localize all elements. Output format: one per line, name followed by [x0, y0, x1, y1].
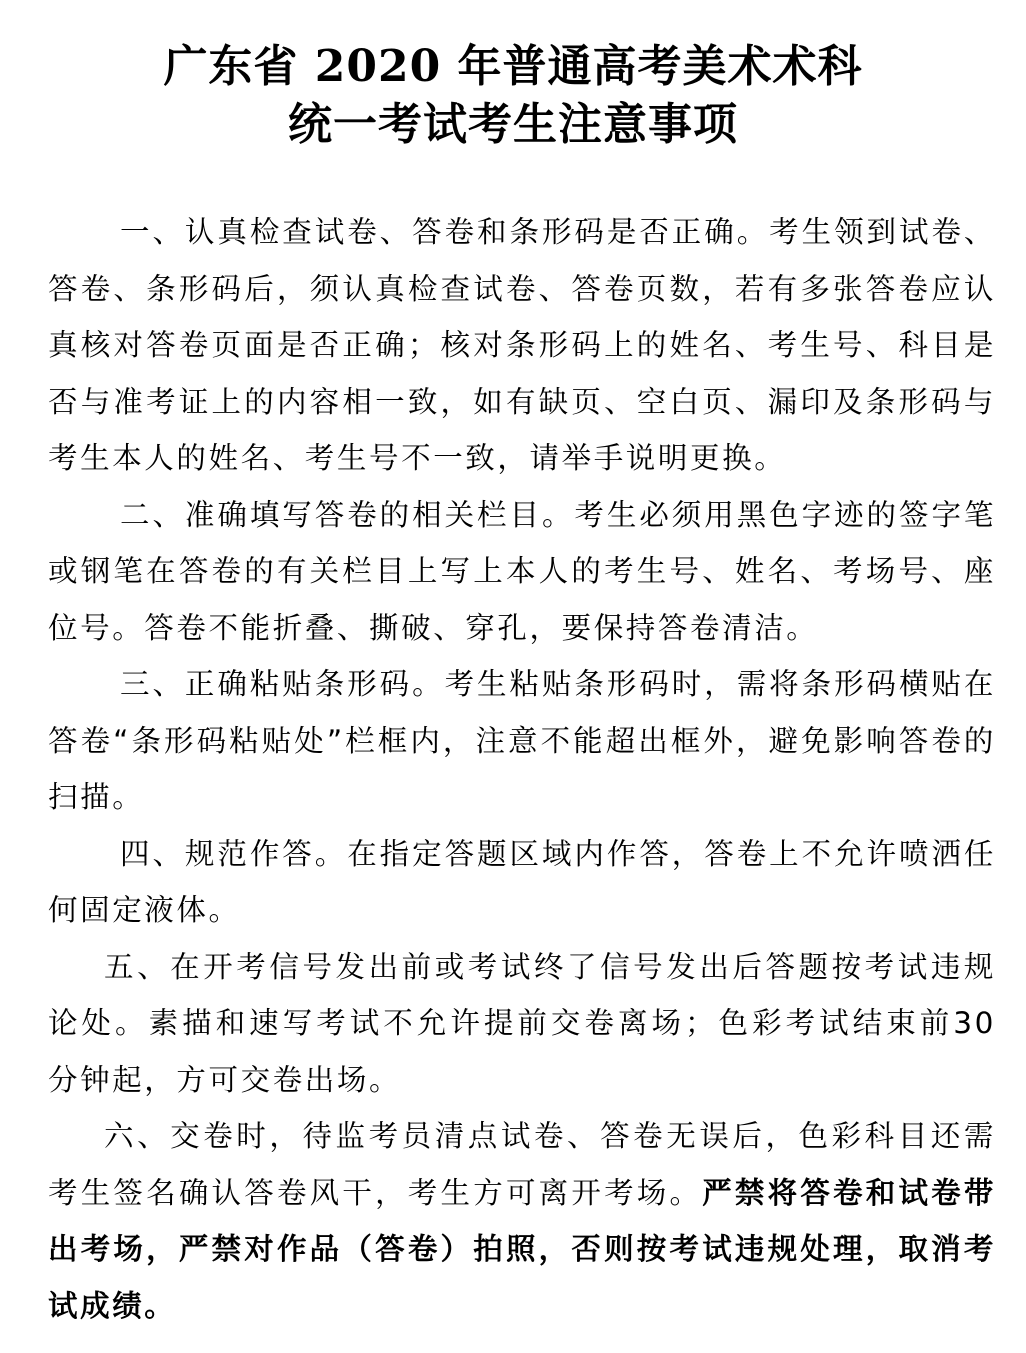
title-line-2: 统一考试考生注意事项 [288, 99, 738, 150]
paragraph-6-text: 六、交卷时，待监考员清点试卷、答卷无误后，色彩科目还需考生签名确认答卷风干，考生方可离开考场。 [48, 1119, 996, 1210]
paragraph-4 [48, 826, 996, 939]
paragraph-3-text: 三、正确粘贴条形码。考生粘贴条形码时，需将条形码横贴在答卷“条形码粘贴处”栏框内，注意不能超出框外，避免影响答卷的扫描。 [48, 667, 996, 814]
paragraph-3 [48, 656, 996, 826]
paragraph-2-text: 二、准确填写答卷的相关栏目。考生必须用黑色字迹的签字笔或钢笔在答卷的有关栏目上写上本人的考生号、姓名、考场号、座位号。答卷不能折叠、撕破、穿孔，要保持答卷清洁。 [48, 497, 996, 645]
notice-body [48, 204, 996, 1334]
paragraph-5-text: 五、在开考信号发出前或考试终了信号发出后答题按考试违规论处。素描和速写考试不允许提前交卷离场；色彩考试结束前30 分钟起，方可交卷出场。 [48, 949, 996, 1097]
paragraph-1 [48, 204, 996, 487]
paragraph-2 [48, 487, 996, 657]
paragraph-6-bold-warning: 严禁将答卷和试卷带出考场，严禁对作品（答卷）拍照，否则按考试违规处理，取消考试成绩。 [48, 1175, 996, 1323]
paragraph-4-text: 四、规范作答。在指定答题区域内作答，答卷上不允许喷洒任何固定液体。 [48, 836, 996, 927]
paragraph-1-text: 一、认真检查试卷、答卷和条形码是否正确。考生领到试卷、答卷、条形码后，须认真检查试卷、答卷页数，若有多张答卷应认真核对答卷页面是否正确；核对条形码上的姓名、考生号、科目是否与准考证上的内容相一致，如有缺页、空白页、漏印及条形码与考生本人的姓名、考生号不一致，请举手说明更换。 [48, 215, 996, 475]
paragraph-5 [48, 939, 996, 1109]
paragraph-6 [48, 1108, 996, 1334]
document-title [0, 38, 1026, 154]
title-line-1: 广东省 2020 年普通高考美术术科 [163, 41, 863, 92]
